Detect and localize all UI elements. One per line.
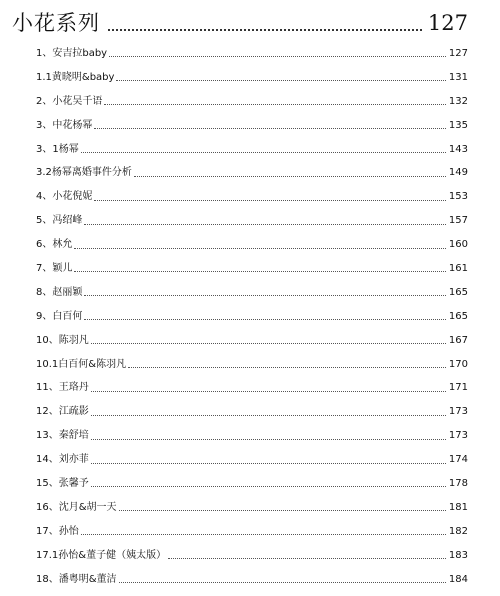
toc-entry-page-number: 182 bbox=[448, 525, 468, 537]
toc-entry[interactable] bbox=[36, 353, 468, 377]
toc-leader-dots bbox=[119, 582, 446, 583]
toc-entry[interactable] bbox=[36, 329, 468, 353]
toc-entry-page-number: 174 bbox=[448, 454, 468, 466]
toc-entry[interactable] bbox=[36, 257, 468, 281]
toc-leader-dots bbox=[91, 463, 446, 464]
toc-entry[interactable] bbox=[36, 161, 468, 185]
toc-entry-label: 10.1白百何&陈羽凡 bbox=[36, 358, 127, 370]
toc-entry-page-number: 173 bbox=[448, 406, 468, 418]
section-page-number: 127 bbox=[427, 11, 468, 35]
toc-entry[interactable] bbox=[36, 568, 468, 592]
toc-entry[interactable] bbox=[36, 305, 468, 329]
toc-entry-page-number: 153 bbox=[448, 191, 468, 203]
toc-leader-dots bbox=[91, 439, 446, 440]
toc-entry[interactable] bbox=[36, 376, 468, 400]
toc-entry-page-number: 165 bbox=[448, 310, 468, 322]
toc-entry-label: 18、潘粤明&董洁 bbox=[36, 573, 117, 585]
toc-leader-dots bbox=[91, 415, 446, 416]
toc-entry-page-number: 167 bbox=[448, 334, 468, 346]
toc-entry-label: 1.1黄晓明&baby bbox=[36, 71, 115, 83]
toc-entry-label: 6、林允 bbox=[36, 239, 73, 251]
toc-leader-dots bbox=[74, 248, 446, 249]
toc-entry-page-number: 160 bbox=[448, 239, 468, 251]
toc-entry[interactable] bbox=[36, 114, 468, 138]
toc-leader-dots bbox=[91, 486, 446, 487]
toc-entry-label: 7、颖儿 bbox=[36, 262, 73, 274]
toc-entry-label: 16、沈月&胡一天 bbox=[36, 501, 117, 513]
toc-leader-dots bbox=[81, 152, 446, 153]
toc-entry[interactable] bbox=[36, 90, 468, 114]
toc-entry-page-number: 131 bbox=[448, 71, 468, 83]
toc-leader-dots bbox=[91, 391, 446, 392]
toc-entry[interactable] bbox=[36, 185, 468, 209]
toc-entry-page-number: 181 bbox=[448, 501, 468, 513]
toc-entry-label: 15、张馨予 bbox=[36, 477, 89, 489]
toc-entry-page-number: 149 bbox=[448, 167, 468, 179]
toc-entry-label: 13、秦舒培 bbox=[36, 430, 89, 442]
toc-leader-dots bbox=[84, 295, 446, 296]
toc-entry[interactable] bbox=[36, 400, 468, 424]
toc-entry-page-number: 183 bbox=[448, 549, 468, 561]
toc-leader-dots bbox=[128, 367, 446, 368]
toc-entry[interactable] bbox=[36, 209, 468, 233]
toc-leader-dots bbox=[134, 176, 446, 177]
toc-entry[interactable] bbox=[36, 496, 468, 520]
toc-entry-page-number: 178 bbox=[448, 477, 468, 489]
toc-entry-page-number: 173 bbox=[448, 430, 468, 442]
toc-leader-dots bbox=[116, 80, 445, 81]
toc-entry[interactable] bbox=[36, 448, 468, 472]
toc-entry[interactable] bbox=[36, 520, 468, 544]
toc-entry[interactable] bbox=[36, 66, 468, 90]
toc-leader-dots bbox=[91, 343, 446, 344]
toc-leader-dots bbox=[84, 319, 446, 320]
toc-entry-page-number: 184 bbox=[448, 573, 468, 585]
toc-entry-page-number: 143 bbox=[448, 143, 468, 155]
section-title: 小花系列 bbox=[12, 11, 100, 35]
toc-leader-dots bbox=[94, 200, 446, 201]
toc-entry-page-number: 132 bbox=[448, 95, 468, 107]
toc-entry[interactable] bbox=[36, 138, 468, 162]
toc-entry-label: 14、刘亦菲 bbox=[36, 454, 89, 466]
toc-entry-page-number: 170 bbox=[448, 358, 468, 370]
toc-leader-dots bbox=[81, 534, 446, 535]
toc-entry-label: 9、白百何 bbox=[36, 310, 83, 322]
toc-entry-label: 10、陈羽凡 bbox=[36, 334, 89, 346]
toc-entry-label: 11、王珞丹 bbox=[36, 382, 89, 394]
toc-leader-dots bbox=[109, 56, 446, 57]
toc-entry[interactable] bbox=[36, 472, 468, 496]
heading-leader-dots bbox=[108, 28, 422, 31]
toc-entry[interactable] bbox=[36, 424, 468, 448]
toc-entry[interactable] bbox=[36, 42, 468, 66]
toc-entry[interactable] bbox=[36, 233, 468, 257]
toc-entry-page-number: 127 bbox=[448, 47, 468, 59]
toc-entry-label: 17、孙怡 bbox=[36, 525, 79, 537]
toc-entry-label: 17.1孙怡&董子健（姨太版） bbox=[36, 549, 167, 561]
toc-entry-label: 5、冯绍峰 bbox=[36, 215, 83, 227]
section-heading bbox=[12, 4, 468, 34]
table-of-contents bbox=[36, 42, 468, 591]
toc-entry-page-number: 135 bbox=[448, 119, 468, 131]
toc-entry-label: 2、小花吴千语 bbox=[36, 95, 103, 107]
toc-leader-dots bbox=[119, 510, 446, 511]
toc-entry-page-number: 165 bbox=[448, 286, 468, 298]
toc-leader-dots bbox=[104, 104, 446, 105]
toc-entry-label: 12、江疏影 bbox=[36, 406, 89, 418]
toc-entry[interactable] bbox=[36, 281, 468, 305]
toc-leader-dots bbox=[74, 271, 446, 272]
toc-entry-label: 3、1杨幂 bbox=[36, 143, 79, 155]
toc-entry-page-number: 171 bbox=[448, 382, 468, 394]
toc-entry-label: 3、中花杨幂 bbox=[36, 119, 93, 131]
toc-entry-label: 3.2杨幂离婚事件分析 bbox=[36, 167, 132, 179]
toc-leader-dots bbox=[168, 558, 446, 559]
toc-entry-page-number: 161 bbox=[448, 262, 468, 274]
toc-entry-label: 1、安吉拉baby bbox=[36, 47, 108, 59]
toc-leader-dots bbox=[94, 128, 446, 129]
toc-entry[interactable] bbox=[36, 544, 468, 568]
toc-entry-label: 8、赵丽颖 bbox=[36, 286, 83, 298]
toc-leader-dots bbox=[84, 224, 446, 225]
toc-entry-page-number: 157 bbox=[448, 215, 468, 227]
toc-entry-label: 4、小花倪妮 bbox=[36, 191, 93, 203]
